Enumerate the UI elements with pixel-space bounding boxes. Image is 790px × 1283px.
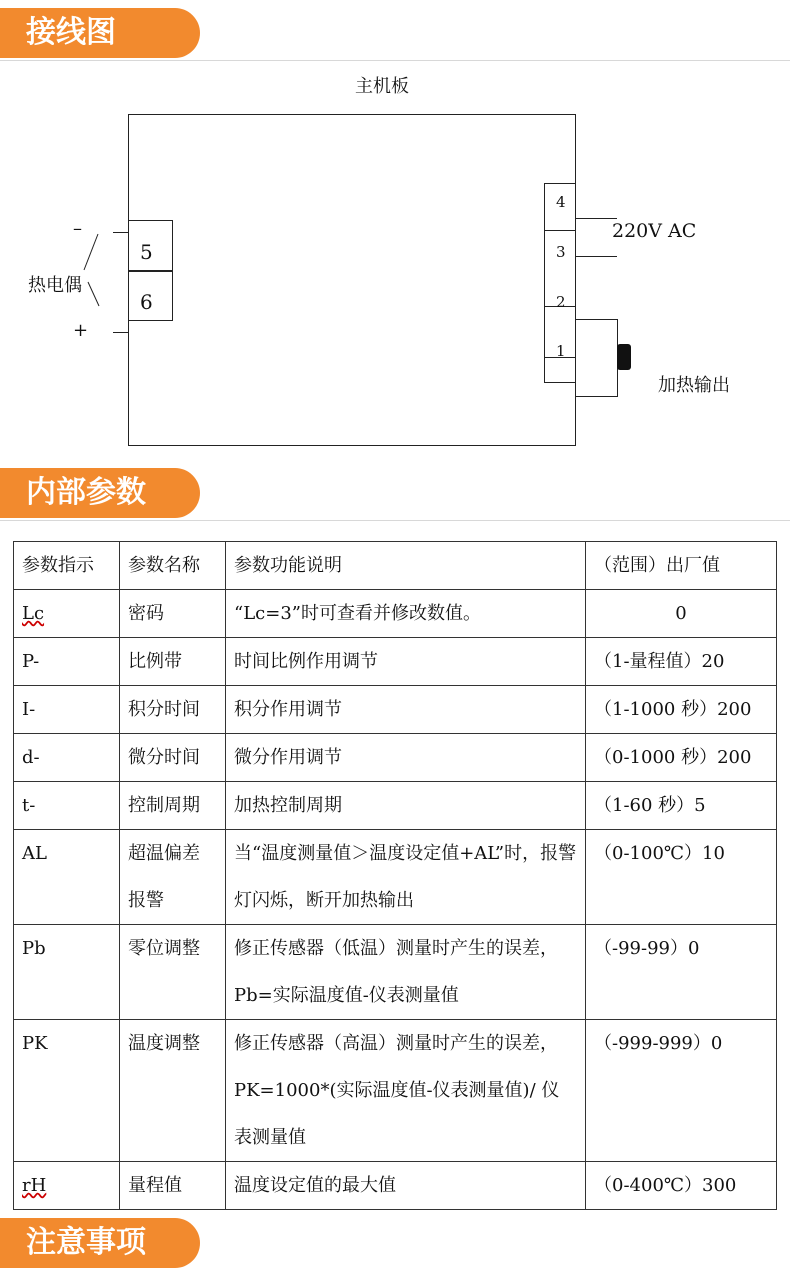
param-name: 零位调整: [120, 925, 226, 1020]
table-row: [14, 638, 777, 686]
section-title-wiring: 接线图: [0, 8, 200, 58]
divider: [0, 520, 790, 521]
table-row: [14, 686, 777, 734]
thermocouple-wires: [0, 60, 790, 460]
heating-wire: [575, 319, 617, 320]
header-cell: 参数指示: [14, 542, 120, 590]
param-name: 密码: [120, 590, 226, 638]
param-name: 比例带: [120, 638, 226, 686]
param-value: （0-1000 秒）200: [586, 734, 777, 782]
param-code: Lc: [22, 603, 45, 624]
header-cell: 参数功能说明: [226, 542, 586, 590]
heating-output-label: 加热输出: [658, 375, 730, 396]
table-header-row: [14, 542, 777, 590]
param-desc: 积分作用调节: [226, 686, 586, 734]
param-desc: 时间比例作用调节: [226, 638, 586, 686]
param-code: Pb: [14, 925, 120, 1020]
param-value: （-999-999）0: [586, 1020, 777, 1162]
param-code: I-: [14, 686, 120, 734]
param-desc: 修正传感器（高温）测量时产生的误差，PK=1000*(实际温度值-仪表测量值)/ 仪表测量值: [226, 1020, 586, 1162]
plus-sign: +: [73, 320, 89, 341]
table-row: [14, 1162, 777, 1210]
thermocouple-label: 热电偶: [28, 275, 82, 296]
param-code: P-: [14, 638, 120, 686]
param-code: AL: [14, 830, 120, 925]
power-label: 220V AC: [612, 220, 697, 242]
table-row: [14, 830, 777, 925]
param-desc: 温度设定值的最大值: [226, 1162, 586, 1210]
param-value: 0: [586, 590, 777, 638]
table-row: [14, 590, 777, 638]
heating-wire: [575, 396, 617, 397]
table-row: [14, 734, 777, 782]
param-value: （1-60 秒）5: [586, 782, 777, 830]
param-code: t-: [14, 782, 120, 830]
param-name: 微分时间: [120, 734, 226, 782]
table-row: [14, 782, 777, 830]
power-wire: [575, 218, 617, 219]
param-code: rH: [22, 1175, 47, 1196]
terminal-3-label: 3: [556, 243, 566, 261]
terminal-2-label: 2: [556, 293, 566, 311]
wiring-diagram: [0, 60, 790, 460]
param-code: PK: [14, 1020, 120, 1162]
power-wire: [575, 256, 617, 257]
param-value: （1-1000 秒）200: [586, 686, 777, 734]
minus-sign: –: [73, 218, 82, 239]
board-title: 主机板: [355, 76, 409, 97]
terminal-6-label: 6: [140, 290, 153, 314]
table-row: [14, 1020, 777, 1162]
terminal-divider: [544, 230, 575, 231]
terminal-1-label: 1: [556, 342, 566, 360]
heater-element-icon: [617, 344, 631, 370]
header-cell: （范围）出厂值: [586, 542, 777, 590]
param-name: 超温偏差报警: [120, 830, 226, 925]
param-name: 控制周期: [120, 782, 226, 830]
table-row: [14, 925, 777, 1020]
param-value: （1-量程值）20: [586, 638, 777, 686]
param-desc: 加热控制周期: [226, 782, 586, 830]
section-title-notes: 注意事项: [0, 1218, 200, 1268]
terminal-5-label: 5: [140, 240, 153, 264]
params-table: [13, 541, 777, 1210]
param-name: 量程值: [120, 1162, 226, 1210]
param-desc: 微分作用调节: [226, 734, 586, 782]
param-desc: 当“温度测量值＞温度设定值+AL”时，报警灯闪烁，断开加热输出: [226, 830, 586, 925]
param-desc: “Lc=3”时可查看并修改数值。: [226, 590, 586, 638]
param-value: （0-400℃）300: [586, 1162, 777, 1210]
terminal-4-label: 4: [556, 193, 566, 211]
param-value: （-99-99）0: [586, 925, 777, 1020]
param-code: d-: [14, 734, 120, 782]
param-name: 积分时间: [120, 686, 226, 734]
param-name: 温度调整: [120, 1020, 226, 1162]
header-cell: 参数名称: [120, 542, 226, 590]
param-value: （0-100℃）10: [586, 830, 777, 925]
param-desc: 修正传感器（低温）测量时产生的误差，Pb=实际温度值-仪表测量值: [226, 925, 586, 1020]
section-title-params: 内部参数: [0, 468, 200, 518]
